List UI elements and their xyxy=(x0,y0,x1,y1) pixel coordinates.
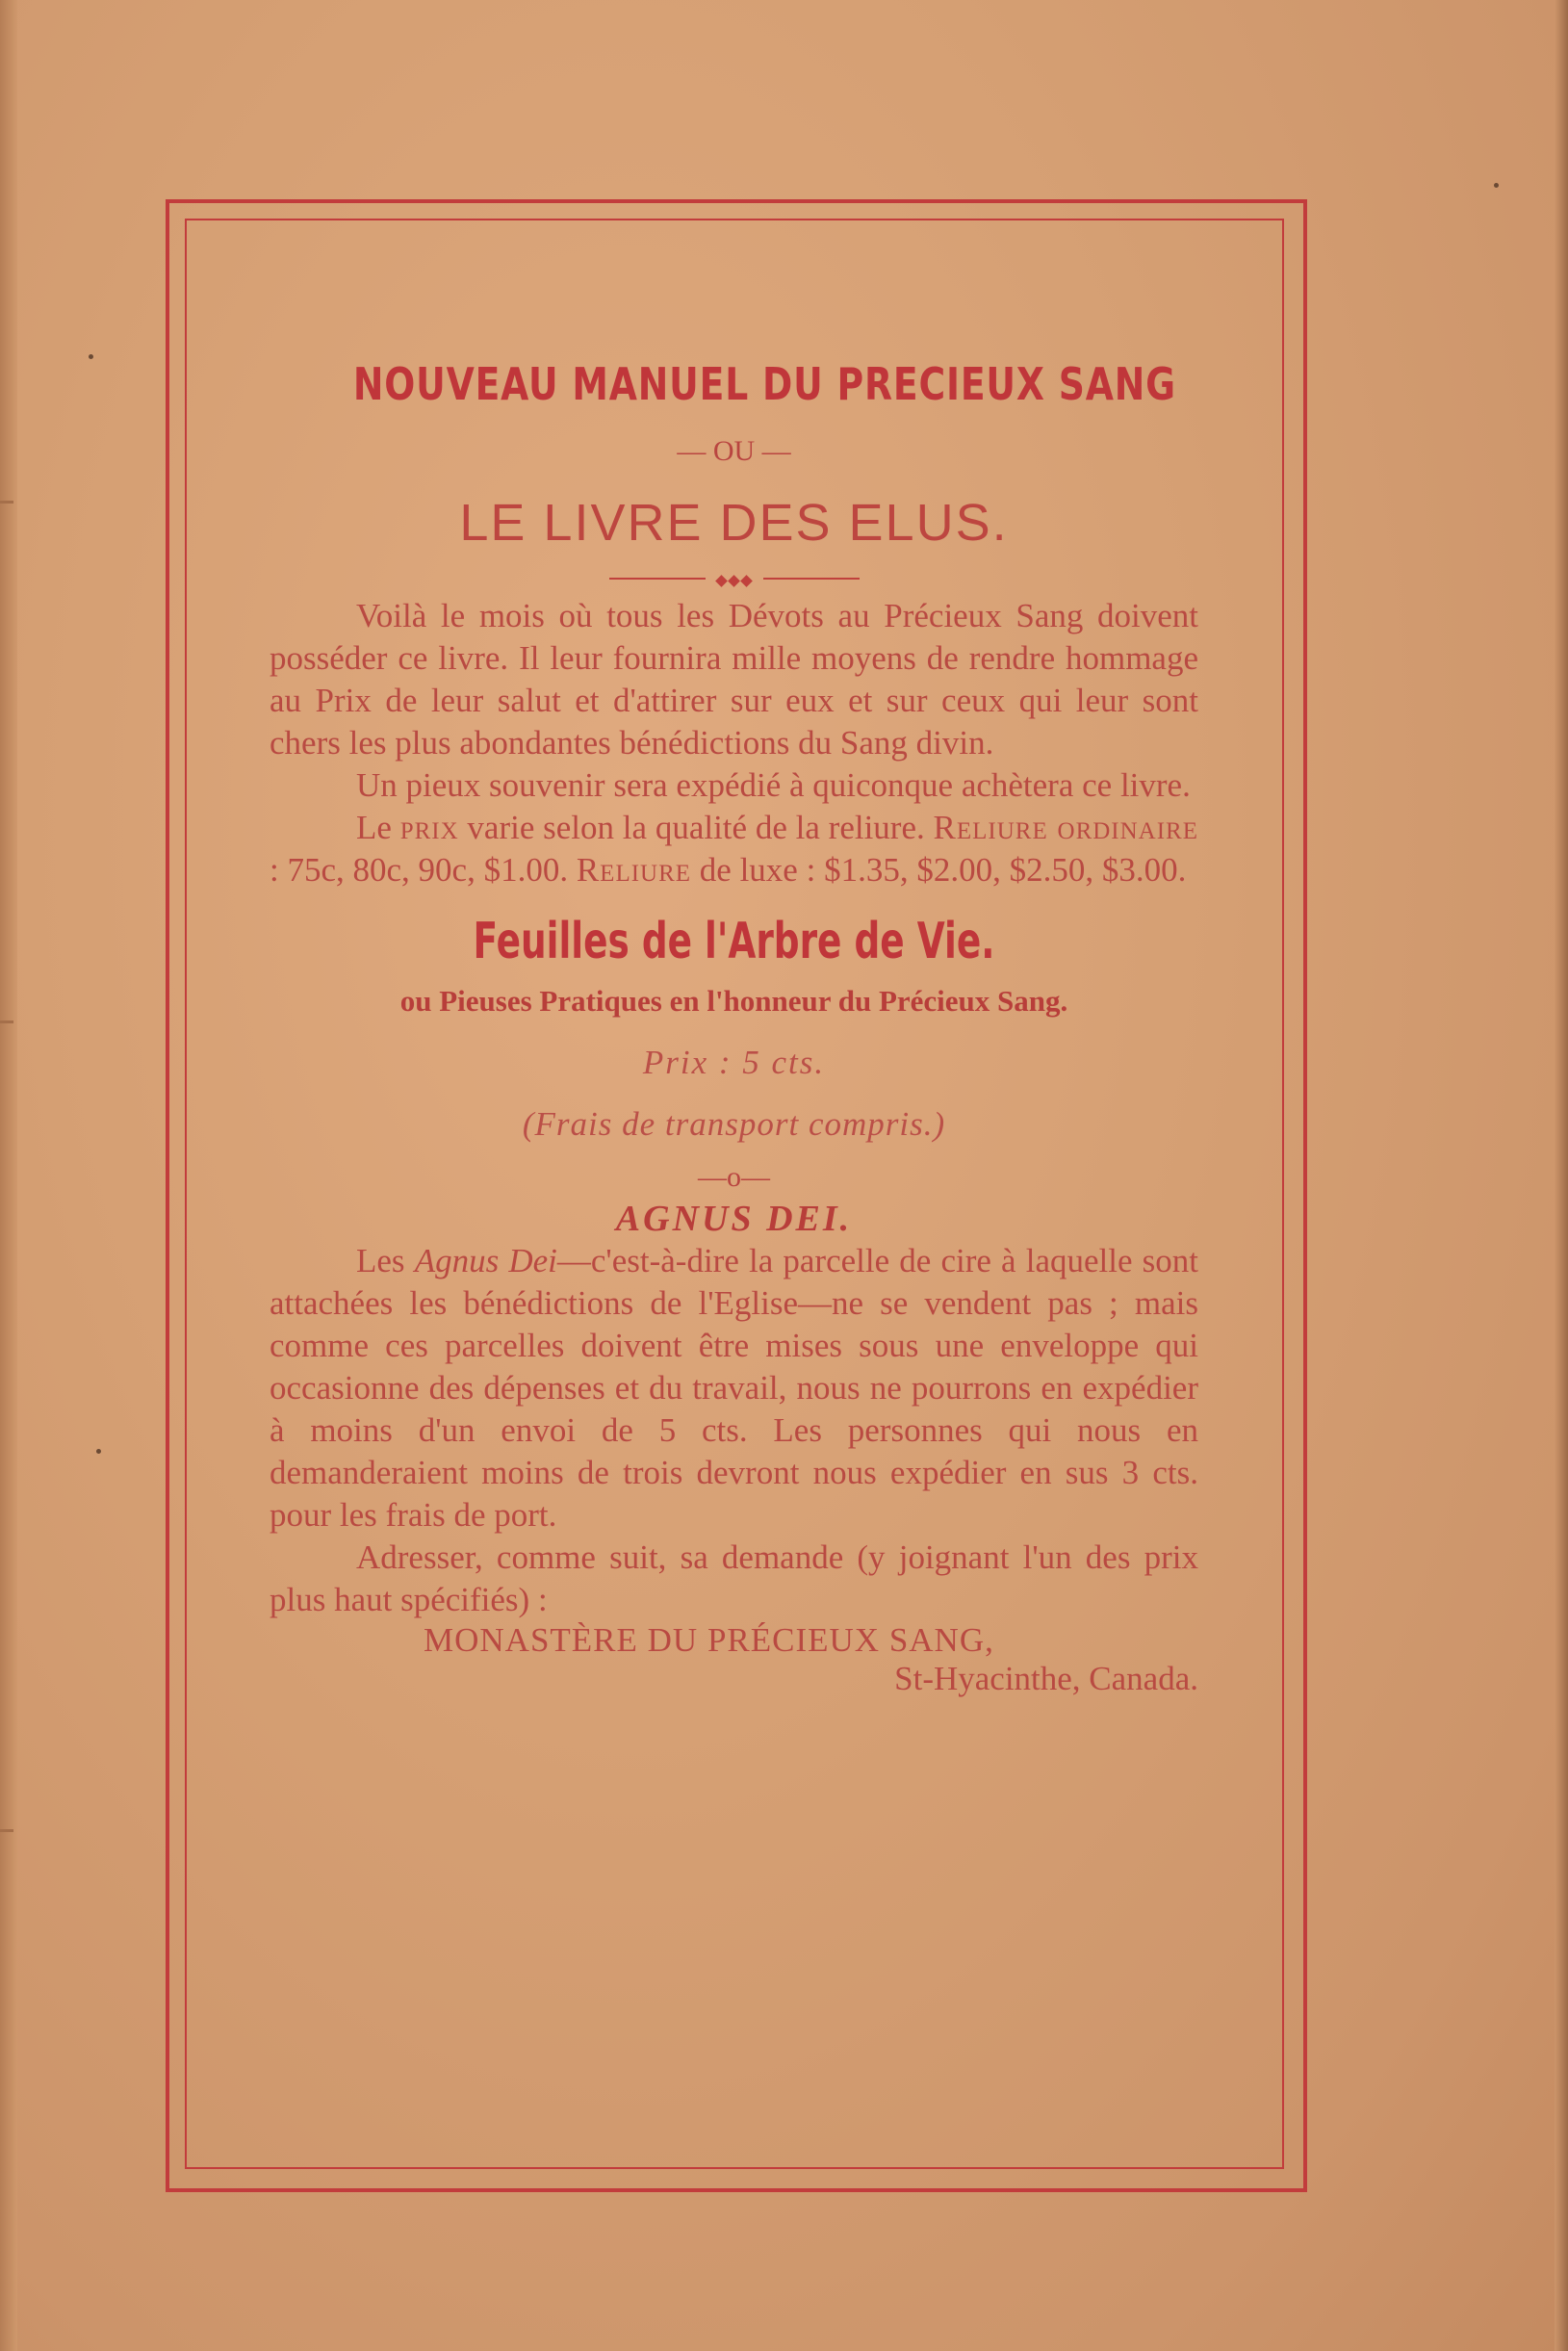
page-edge xyxy=(1555,0,1568,2351)
prix-label: prix xyxy=(399,809,459,846)
booklet-spine xyxy=(0,0,17,2351)
price-paragraph: Le prix varie selon la qualité de la reliure. Reliure ordinaire : 75c, 80c, 90c, $1.00. Reliure de luxe : $1.35, $2.00, $2.50, $3.00. xyxy=(270,809,1199,889)
paper-speck xyxy=(96,1449,101,1454)
staple-mark xyxy=(0,1829,13,1832)
paper-speck xyxy=(89,354,93,359)
agnus-dei-heading: AGNUS DEI. xyxy=(615,1199,853,1239)
staple-mark xyxy=(0,1020,13,1023)
agnus-dei-paragraph: Les Agnus Dei—c'est-à-dire la parcelle de cire à laquelle sont attachées les bénédictions de l'Eglise—ne se vendent pas ; mais comme ces parcelles doivent être mises sous une enveloppe qui occasionne des dépenses et du travail, nous ne pourrons en expédier à moins d'un envoi de 5 cts. Les personnes qui nous en demanderaient moins de trois devront nous expédier en sus 3 cts. pour les frais de port. xyxy=(270,1242,1198,1534)
title-connector: — OU — xyxy=(677,435,791,467)
paper-speck xyxy=(1494,183,1499,188)
main-title: NOUVEAU MANUEL DU PRECIEUX SANG xyxy=(352,358,1176,410)
feuilles-shipping-note: (Frais de transport compris.) xyxy=(522,1105,946,1143)
feuilles-price: Prix : 5 cts. xyxy=(642,1044,826,1081)
address-line-2: St-Hyacinthe, Canada. xyxy=(894,1660,1198,1697)
ornamental-divider xyxy=(609,572,860,585)
reliure-ordinaire-label: Reliure ordinaire xyxy=(933,809,1199,846)
feuilles-title: Feuilles de l'Arbre de Vie. xyxy=(473,913,995,970)
address-line-1: MONASTÈRE DU PRÉCIEUX SANG, xyxy=(424,1621,994,1659)
staple-mark xyxy=(0,501,13,504)
section-separator: —o— xyxy=(698,1161,770,1193)
order-instructions: Adresser, comme suit, sa demande (y joignant l'un des prix plus haut spécifiés) : xyxy=(270,1538,1198,1618)
intro-paragraph: Voilà le mois où tous les Dévots au Précieux Sang doivent posséder ce livre. Il leur fournira mille moyens de rendre hommage au Prix de leur salut et d'attirer sur eux et sur ceux qui leur sont chers les plus abondantes bénédictions du Sang divin. xyxy=(270,597,1198,762)
feuilles-subtitle: ou Pieuses Pratiques en l'honneur du Précieux Sang. xyxy=(399,984,1068,1018)
reliure-luxe-label: Reliure xyxy=(576,851,692,889)
book-subtitle: LE LIVRE DES ELUS. xyxy=(459,494,1009,552)
souvenir-paragraph: Un pieux souvenir sera expédié à quiconque achètera ce livre. xyxy=(356,766,1191,804)
advertisement-content xyxy=(270,347,1198,1698)
